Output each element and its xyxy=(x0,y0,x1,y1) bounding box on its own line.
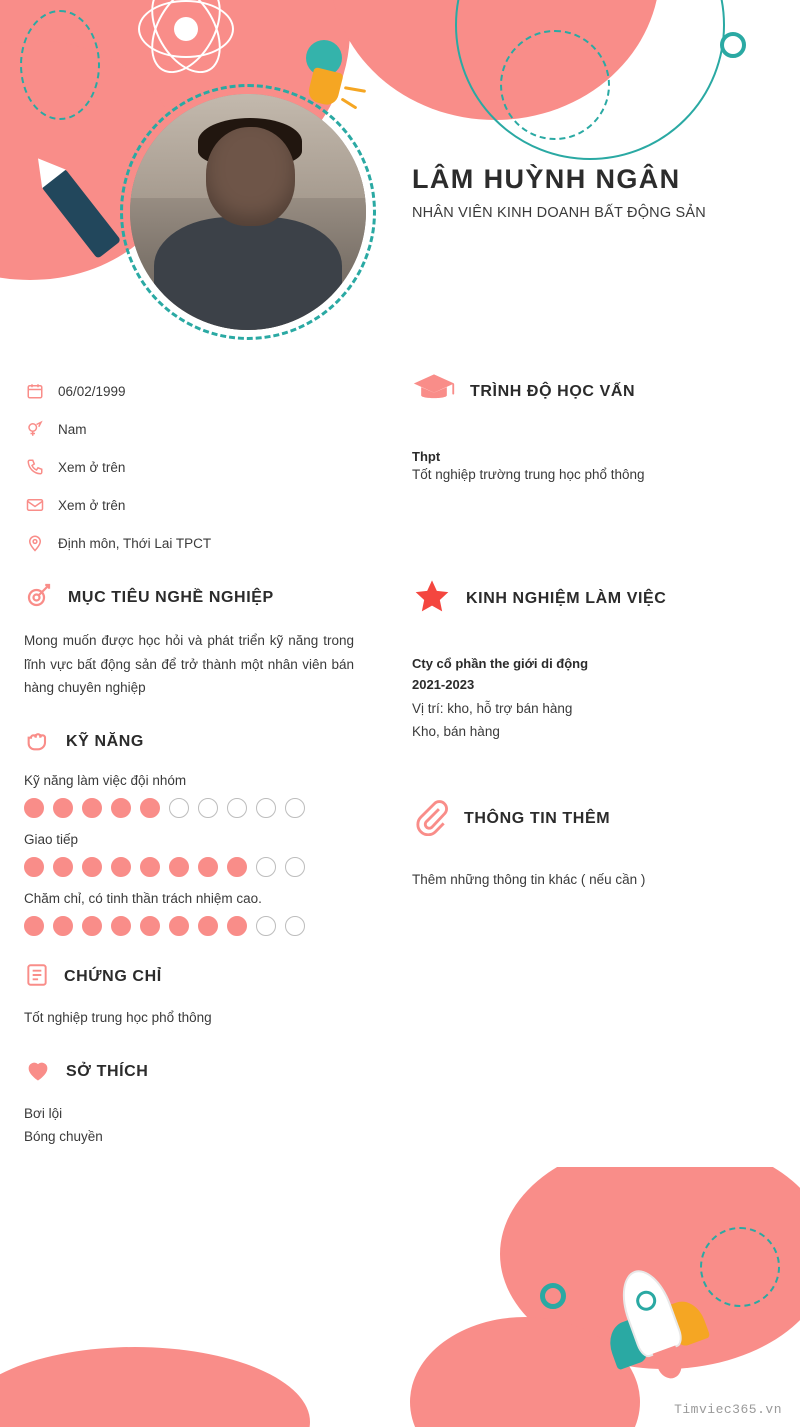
right-column xyxy=(412,372,772,892)
section-title: SỞ THÍCH xyxy=(66,1063,149,1081)
experience-position: Vị trí: kho, hỗ trợ bán hàng xyxy=(412,700,573,716)
star-icon xyxy=(412,577,452,622)
contact-value: Xem ở trên xyxy=(58,497,126,513)
profile-photo xyxy=(130,94,366,330)
rating-dot xyxy=(169,916,189,936)
rating-dot xyxy=(111,857,131,877)
skill-item xyxy=(24,832,354,877)
section-title: KỸ NĂNG xyxy=(66,733,144,751)
contact-value: Nam xyxy=(58,421,87,437)
dashed-circle-decoration xyxy=(700,1227,780,1307)
rating-dot xyxy=(82,798,102,818)
contact-item-phone xyxy=(24,456,354,478)
skill-item xyxy=(24,773,354,818)
additional-text: Thêm những thông tin khác ( nếu cần ) xyxy=(412,871,646,887)
rating-dot xyxy=(24,916,44,936)
certificate-icon xyxy=(24,962,50,993)
contact-value: Xem ở trên xyxy=(58,459,126,475)
skill-rating xyxy=(24,916,354,936)
experience-period: 2021-2023 xyxy=(412,676,475,692)
rating-dot xyxy=(53,857,73,877)
contact-value: Định môn, Thới Lai TPCT xyxy=(58,535,212,551)
dashed-circle-decoration xyxy=(500,30,610,140)
skill-name: Kỹ năng làm việc đội nhóm xyxy=(24,772,187,788)
section-title: CHỨNG CHỈ xyxy=(64,968,162,986)
section-additional xyxy=(412,798,772,892)
section-title: KINH NGHIỆM LÀM VIỆC xyxy=(466,590,667,608)
graduation-cap-icon xyxy=(412,372,456,411)
contact-item-address xyxy=(24,532,354,554)
rating-dot xyxy=(53,916,73,936)
rating-dot xyxy=(256,798,276,818)
rating-dot xyxy=(140,798,160,818)
rating-dot xyxy=(285,798,305,818)
rating-dot xyxy=(198,916,218,936)
page-title: LÂM HUỲNH NGÂN xyxy=(412,164,681,194)
rating-dot xyxy=(198,798,218,818)
rating-dot xyxy=(140,857,160,877)
email-icon xyxy=(24,494,46,516)
section-certificates xyxy=(24,962,354,1030)
section-skills xyxy=(24,726,354,936)
contact-list xyxy=(24,380,354,554)
section-hobbies xyxy=(24,1056,354,1149)
skill-item xyxy=(24,891,354,936)
footer-decoration xyxy=(0,1167,800,1427)
section-experience xyxy=(412,577,772,744)
rating-dot xyxy=(227,916,247,936)
skill-name: Giao tiếp xyxy=(24,831,79,847)
rating-dot xyxy=(227,857,247,877)
rating-dot xyxy=(24,798,44,818)
certificate-item: Tốt nghiệp trung học phổ thông xyxy=(24,1009,212,1025)
section-title: TRÌNH ĐỘ HỌC VẤN xyxy=(470,382,636,400)
contact-item-gender xyxy=(24,418,354,440)
rating-dot xyxy=(24,857,44,877)
section-title: MỤC TIÊU NGHỀ NGHIỆP xyxy=(68,588,274,606)
rating-dot xyxy=(227,798,247,818)
education-detail: Tốt nghiệp trường trung học phổ thông xyxy=(412,467,645,482)
section-education xyxy=(412,372,772,487)
fist-icon xyxy=(24,726,52,759)
blob-shape xyxy=(0,1347,310,1427)
job-title: NHÂN VIÊN KINH DOANH BẤT ĐỘNG SẢN xyxy=(412,205,706,221)
rating-dot xyxy=(140,916,160,936)
skill-rating xyxy=(24,798,354,818)
rating-dot xyxy=(111,916,131,936)
section-objective xyxy=(24,580,354,700)
teal-dot-icon xyxy=(720,32,746,58)
rating-dot xyxy=(169,857,189,877)
objective-text: Mong muốn được học hỏi và phát triển kỹ năng trong lĩnh vực bất động sản để trở thành một nhân viên bán hàng chuyên nghiệp xyxy=(24,633,354,696)
avatar xyxy=(120,84,376,340)
contact-item-birthday xyxy=(24,380,354,402)
contact-item-email xyxy=(24,494,354,516)
education-degree: Thpt xyxy=(412,449,441,464)
heart-icon xyxy=(24,1056,52,1089)
gender-icon xyxy=(24,418,46,440)
rating-dot xyxy=(82,916,102,936)
rating-dot xyxy=(256,857,276,877)
rating-dot xyxy=(285,916,305,936)
target-icon xyxy=(24,580,54,615)
contact-value: 06/02/1999 xyxy=(58,383,126,399)
experience-detail: Kho, bán hàng xyxy=(412,723,500,739)
rating-dot xyxy=(111,798,131,818)
section-title: THÔNG TIN THÊM xyxy=(464,810,611,828)
calendar-icon xyxy=(24,380,46,402)
rating-dot xyxy=(82,857,102,877)
paperclip-icon xyxy=(412,798,450,841)
rating-dot xyxy=(285,857,305,877)
rating-dot xyxy=(198,857,218,877)
teal-ring-decoration xyxy=(540,1283,566,1309)
rating-dot xyxy=(53,798,73,818)
dashed-circle-decoration xyxy=(20,10,100,120)
location-icon xyxy=(24,532,46,554)
rating-dot xyxy=(256,916,276,936)
rating-dot xyxy=(169,798,189,818)
name-block xyxy=(412,164,782,221)
left-column xyxy=(24,380,354,1149)
hobby-item: Bóng chuyền xyxy=(24,1128,103,1144)
hobby-item: Bơi lội xyxy=(24,1105,63,1121)
skill-rating xyxy=(24,857,354,877)
atom-icon xyxy=(138,0,234,76)
header-decoration xyxy=(0,0,800,300)
watermark: Timviec365.vn xyxy=(674,1402,782,1417)
phone-icon xyxy=(24,456,46,478)
experience-company: Cty cổ phần the giới di động xyxy=(412,655,589,671)
skill-name: Chăm chỉ, có tinh thần trách nhiệm cao. xyxy=(24,890,262,906)
